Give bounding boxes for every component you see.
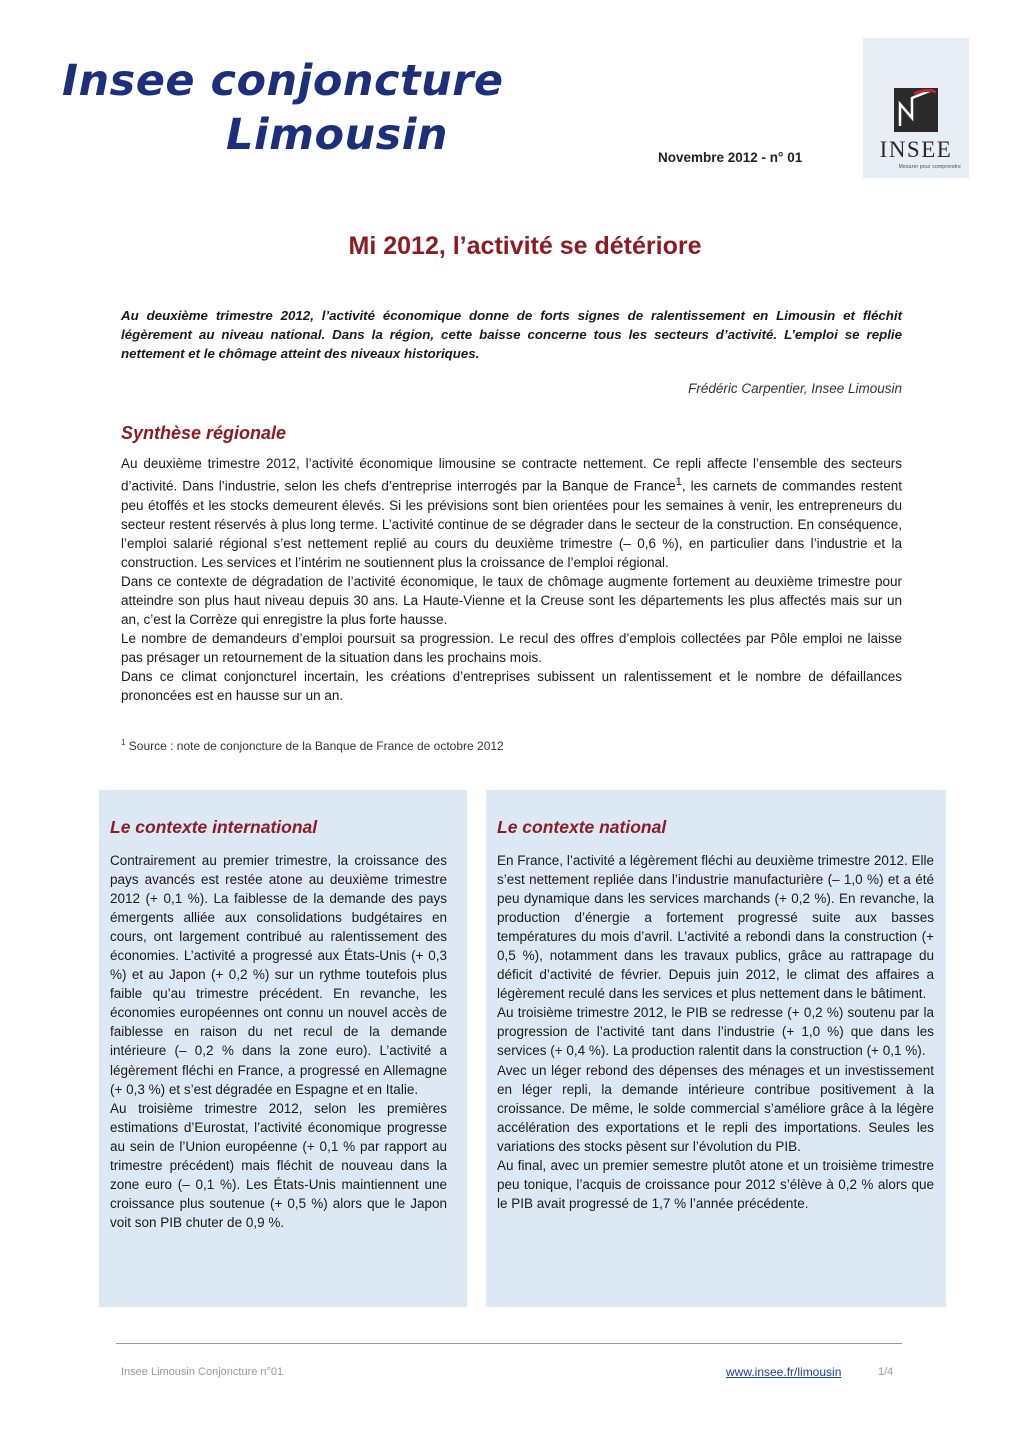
- box-body-national: [497, 851, 934, 1213]
- national-paragraph-4: Au final, avec un premier semestre plutôt atone et un troisième trimestre peu tonique, l’acquis de croissance pour 2012 s’élève à 0,2 % alors que le PIB avait progressé de 1,7 % l’année précédente.: [497, 1157, 934, 1211]
- synthese-paragraph-2: Dans ce contexte de dégradation de l’activité économique, le taux de chômage augmente fortement au deuxième trimestre pour atteindre son plus haut niveau depuis 30 ans. La Haute-Vienne et la Creuse sont les départements les plus affectés mais sur un an, c’est la Corrèze qui enregistre la plus forte hausse.: [121, 573, 902, 627]
- insee-logo: [863, 38, 969, 178]
- article-author: Frédéric Carpentier, Insee Limousin: [688, 381, 902, 396]
- synthese-paragraph-4: Dans ce climat conjoncturel incertain, les créations d’entreprises subissent un ralentissement et le nombre de défaillances prononcées est en hausse sur un an.: [121, 669, 902, 704]
- article-title: Mi 2012, l’activité se détériore: [348, 232, 702, 260]
- footer-publication: Insee Limousin Conjoncture n°01: [121, 1366, 284, 1378]
- box-international-context: [99, 790, 467, 1307]
- insee-logo-tagline: Mesurer pour comprendre: [898, 164, 961, 170]
- insee-logo-mark-icon: [894, 88, 938, 132]
- article-lead: Au deuxième trimestre 2012, l’activité économique donne de forts signes de ralentissement en Limousin et fléchit légèrement au niveau national. Dans la région, cette baisse concerne tous les secteurs d’activité. L’emploi se replie nettement et le chômage atteint des niveaux historiques.: [121, 308, 902, 361]
- box-body-international: [110, 851, 447, 1232]
- publication-region: Limousin: [226, 110, 449, 160]
- footer-website-link[interactable]: www.insee.fr/limousin: [726, 1365, 842, 1379]
- box-title-national: Le contexte national: [497, 817, 667, 837]
- box-national-context: [486, 790, 946, 1307]
- synthese-body: [121, 454, 902, 705]
- section-title-synthese: Synthèse régionale: [121, 423, 287, 443]
- footer-divider: [116, 1343, 902, 1344]
- synthese-paragraph-3: Le nombre de demandeurs d’emploi poursuit sa progression. Le recul des offres d’emplois collectées par Pôle emploi ne laisse pas présager un retournement de la situation dans les prochains mois.: [121, 630, 902, 665]
- footnote: $^1$ Source : note de conjoncture de la Banque de France de octobre 2012: [121, 738, 504, 753]
- publication-title: Insee conjoncture: [62, 56, 504, 106]
- issue-date: Novembre 2012 - n° 01: [658, 150, 803, 165]
- international-paragraph-1: Contrairement au premier trimestre, la croissance des pays avancés est restée atone au deuxième trimestre 2012 (+ 0,1 %). La faiblesse de la demande des pays émergents alliée aux consolidations budgétaires en cours, ont largement contribué au ralentissement des économies. L’activité a progressé aux États-Unis (+ 0,3 %) et au Japon (+ 0,2 %) sur un rythme toutefois plus faible qu’au trimestre précédent. En revanche, les économies européennes ont connu un nouvel accès de faiblesse en raison du net recul de la demande intérieure (– 0,2 % dans la zone euro). L’activité a légèrement fléchi en France, a progressé en Allemagne (+ 0,3 %) et s’est dégradée en Espagne et en Italie.: [110, 853, 447, 1097]
- national-paragraph-3: Avec un léger rebond des dépenses des ménages et un investissement en léger repli, la demande intérieure contribue positivement à la croissance. De même, le solde commercial s’améliore grâce à la légère accélération des exportations et le repli des importations. Seules les variations des stocks pèsent sur l’évolution du PIB.: [497, 1062, 934, 1154]
- box-title-international: Le contexte international: [110, 817, 318, 837]
- national-paragraph-1: En France, l’activité a légèrement fléchi au deuxième trimestre 2012. Elle s’est nettement repliée dans l’industrie manufacturière (– 1,0 %) et a été peu dynamique dans les services marchands (+ 0,2 %). En revanche, la production d’énergie a fortement progressé suite aux basses températures du mois d’avril. L’activité a rebondi dans la construction (+ 0,5 %), notamment dans les travaux publics, grâce au rattrapage du déficit d’activité de février. Depuis juin 2012, le climat des affaires a légèrement reculé dans les services et plus nettement dans le bâtiment.: [497, 853, 934, 1002]
- insee-logo-text: INSEE: [879, 137, 953, 162]
- national-paragraph-2: Au troisième trimestre 2012, le PIB se redresse (+ 0,2 %) soutenu par la progression de l’activité tant dans l’industrie (+ 1,0 %) que dans les services (+ 0,4 %). La production ralentit dans la construction (+ 0,1 %).: [497, 1005, 934, 1059]
- synthese-paragraph-1: Au deuxième trimestre 2012, l’activité économique limousine se contracte nettement. Ce repli affecte l’ensemble des secteurs d’activité. Dans l’industrie, selon les chefs d’entreprise interrogés par la Banque de France$^1$, les carnets de commandes restent peu étoffés et les stocks demeurent élevés. Si les prévisions sont bien orientées pour les semaines à venir, les entrepreneurs du secteur restent réservés à plus long terme. L’activité continue de se dégrader dans le secteur de la construction. En conséquence, l’emploi salarié régional s’est nettement replié au cours du deuxième trimestre (– 0,6 %), en particulier dans l’industrie et la construction. Les services et l’intérim ne soutiennent plus la croissance de l’emploi régional.: [121, 456, 902, 570]
- international-paragraph-2: Au troisième trimestre 2012, selon les premières estimations d’Eurostat, l’activité économique progresse au sein de l’Union européenne (+ 0,1 % par rapport au trimestre précédent) mais fléchit de nouveau dans la zone euro (– 0,1 %). Les États-Unis maintiennent une croissance plus soutenue (+ 0,5 %) alors que le Japon voit son PIB chuter de 0,9 %.: [110, 1100, 447, 1230]
- footnote-ref: 1: [675, 476, 682, 489]
- page-number: 1/4: [878, 1366, 894, 1378]
